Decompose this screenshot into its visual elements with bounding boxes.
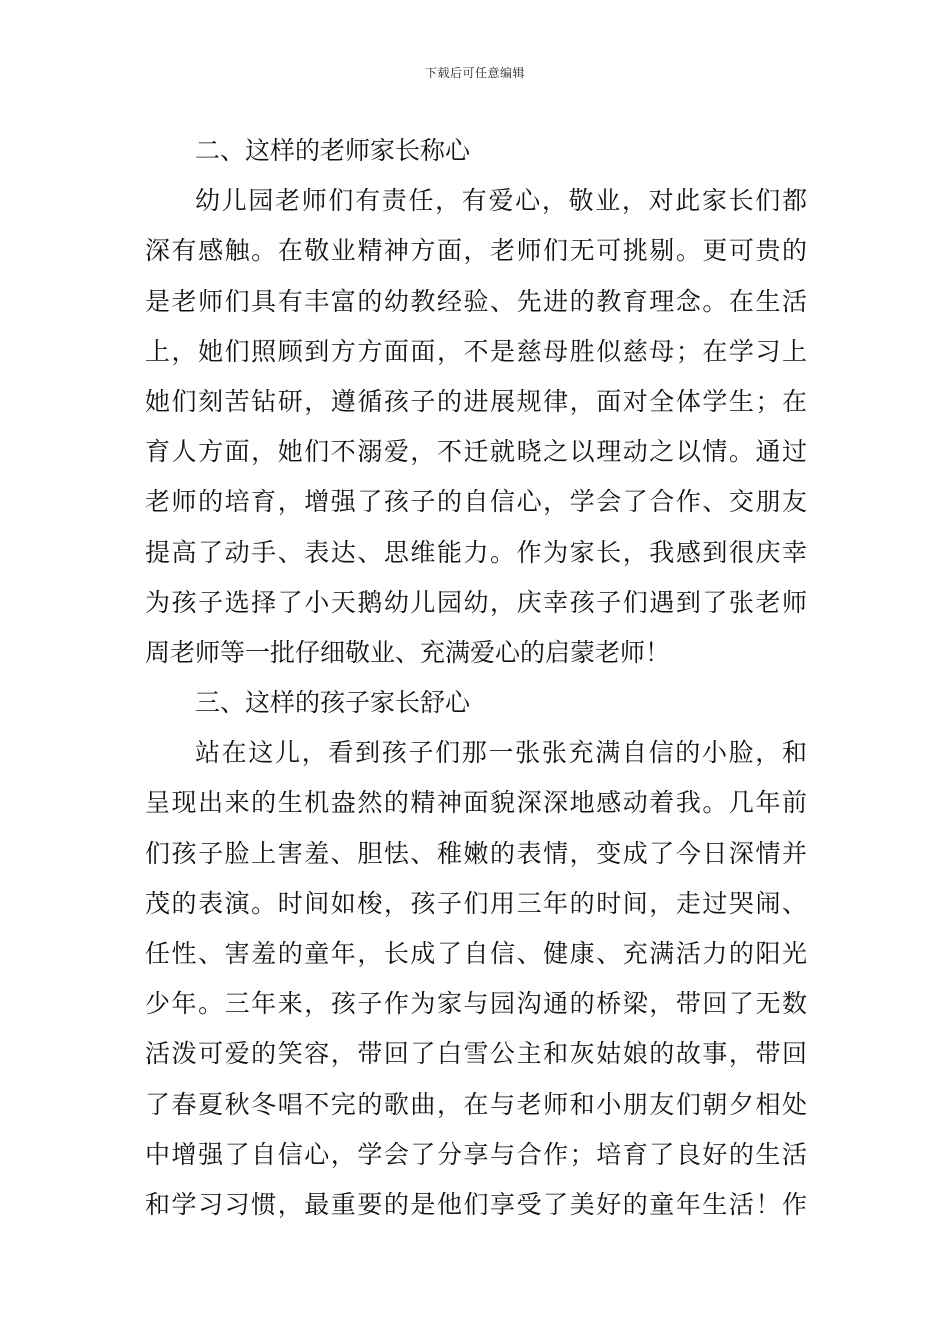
paragraph-line: 提高了动手、表达、思维能力。作为家长，我感到很庆幸 (145, 537, 807, 567)
header-note: 下载后可任意编辑 (424, 66, 525, 80)
section-heading-3: 三、这样的孩子家长舒心 (195, 688, 471, 718)
paragraph-line: 任性、害羞的童年，长成了自信、健康、充满活力的阳光 (145, 939, 807, 968)
paragraph-line: 老师的培育，增强了孩子的自信心，学会了合作、交朋友 (145, 487, 807, 517)
paragraph-line: 活泼可爱的笑容，带回了白雪公主和灰姑娘的故事，带回 (145, 1039, 807, 1069)
paragraph-line: 育人方面，她们不溺爱，不迁就晓之以理动之以情。通过 (145, 437, 807, 467)
paragraph-line: 少年。三年来，孩子作为家与园沟通的桥梁，带回了无数 (145, 989, 807, 1019)
paragraph-line: 茂的表演。时间如梭，孩子们用三年的时间，走过哭闹、 (145, 888, 807, 918)
paragraph-line: 了春夏秋冬唱不完的歌曲，在与老师和小朋友们朝夕相处 (145, 1089, 807, 1119)
paragraph-line: 站在这儿，看到孩子们那一张张充满自信的小脸，和 (195, 738, 807, 768)
paragraph-line: 周老师等一批仔细敬业、充满爱心的启蒙老师！ (145, 637, 671, 667)
paragraph-line: 幼儿园老师们有责任，有爱心，敬业，对此家长们都 (195, 186, 807, 216)
paragraph-line: 和学习习惯，最重要的是他们享受了美好的童年生活！作 (145, 1189, 807, 1219)
paragraph-line: 上，她们照顾到方方面面，不是慈母胜似慈母；在学习上 (145, 336, 807, 366)
paragraph-line: 呈现出来的生机盎然的精神面貌深深地感动着我。几年前 (145, 788, 807, 818)
paragraph-line: 深有感触。在敬业精神方面，老师们无可挑剔。更可贵的 (145, 236, 807, 266)
body-text (145, 126, 807, 1230)
paragraph-line: 中增强了自信心，学会了分享与合作；培育了良好的生活 (145, 1139, 807, 1169)
paragraph-line: 为孩子选择了小天鹅幼儿园幼，庆幸孩子们遇到了张老师 (145, 587, 807, 617)
paragraph-line: 们孩子脸上害羞、胆怯、稚嫩的表情，变成了今日深情并 (145, 838, 807, 868)
section-heading-2: 二、这样的老师家长称心 (195, 136, 471, 165)
paragraph-line: 她们刻苦钻研，遵循孩子的进展规律，面对全体学生；在 (145, 386, 807, 416)
paragraph-line: 是老师们具有丰富的幼教经验、先进的教育理念。在生活 (145, 286, 807, 316)
